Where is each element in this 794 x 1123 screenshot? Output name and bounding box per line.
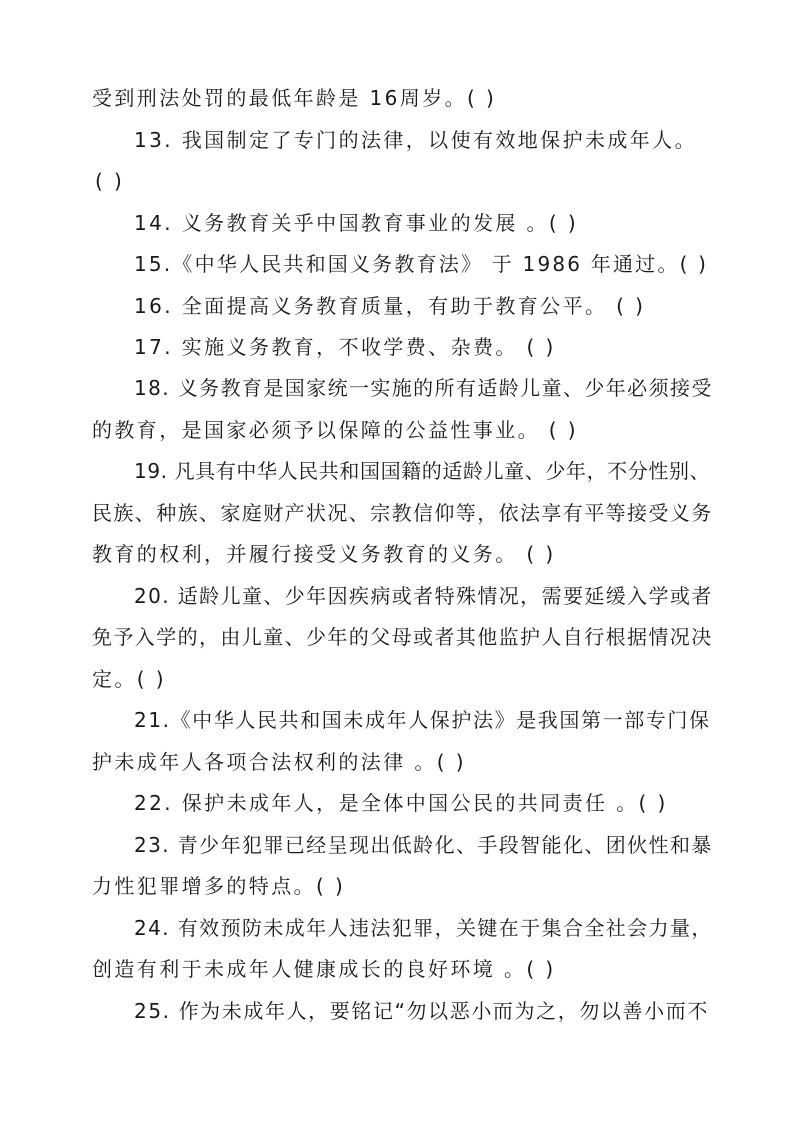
text-line-14: 免予入学的，由儿童、少年的父母或者其他监护人自行根据情况决 <box>92 625 713 649</box>
text-line-20: 力性犯罪增多的特点。( ) <box>92 874 346 898</box>
text-line-22: 创造有利于未成年人健康成长的良好环境 。( ) <box>92 957 556 981</box>
text-line-7: 17. 实施义务教育，不收学费、杂费。 ( ) <box>134 335 556 359</box>
text-line-4: 14. 义务教育关乎中国教育事业的发展 。( ) <box>134 211 579 235</box>
text-line-1: 受到刑法处罚的最低年龄是 16周岁。( ) <box>92 86 497 110</box>
text-line-2: 13. 我国制定了专门的法律，以使有效地保护未成年人。 <box>134 128 697 152</box>
text-line-19: 23. 青少年犯罪已经呈现出低龄化、手段智能化、团伙性和暴 <box>134 833 713 857</box>
text-line-6: 16. 全面提高义务教育质量，有助于教育公平。 ( ) <box>134 294 646 318</box>
text-line-5: 15.《中华人民共和国义务教育法》 于 1986 年通过。( ) <box>134 252 709 276</box>
text-line-23: 25. 作为未成年人，要铭记“勿以恶小而为之，勿以善小而不 <box>134 999 709 1023</box>
text-line-18: 22. 保护未成年人，是全体中国公民的共同责任 。( ) <box>134 791 668 815</box>
text-line-8: 18. 义务教育是国家统一实施的所有适龄儿童、少年必须接受 <box>134 376 713 400</box>
text-line-12: 教育的权利，并履行接受义务教育的义务。 ( ) <box>92 542 556 566</box>
text-line-9: 的教育，是国家必须予以保障的公益性事业。 ( ) <box>92 418 578 442</box>
text-line-3: ( ) <box>95 169 125 193</box>
text-line-10: 19. 凡具有中华人民共和国国籍的适龄儿童、少年，不分性别、 <box>134 459 711 483</box>
text-line-11: 民族、种族、家庭财产状况、宗教信仰等，依法享有平等接受义务 <box>92 501 713 525</box>
text-line-17: 护未成年人各项合法权利的法律 。( ) <box>92 750 466 774</box>
text-line-21: 24. 有效预防未成年人违法犯罪，关键在于集合全社会力量， <box>134 916 713 940</box>
text-line-16: 21.《中华人民共和国未成年人保护法》是我国第一部专门保 <box>134 708 711 732</box>
text-line-15: 定。( ) <box>92 667 166 691</box>
text-line-13: 20. 适龄儿童、少年因疾病或者特殊情况，需要延缓入学或者 <box>134 584 713 608</box>
